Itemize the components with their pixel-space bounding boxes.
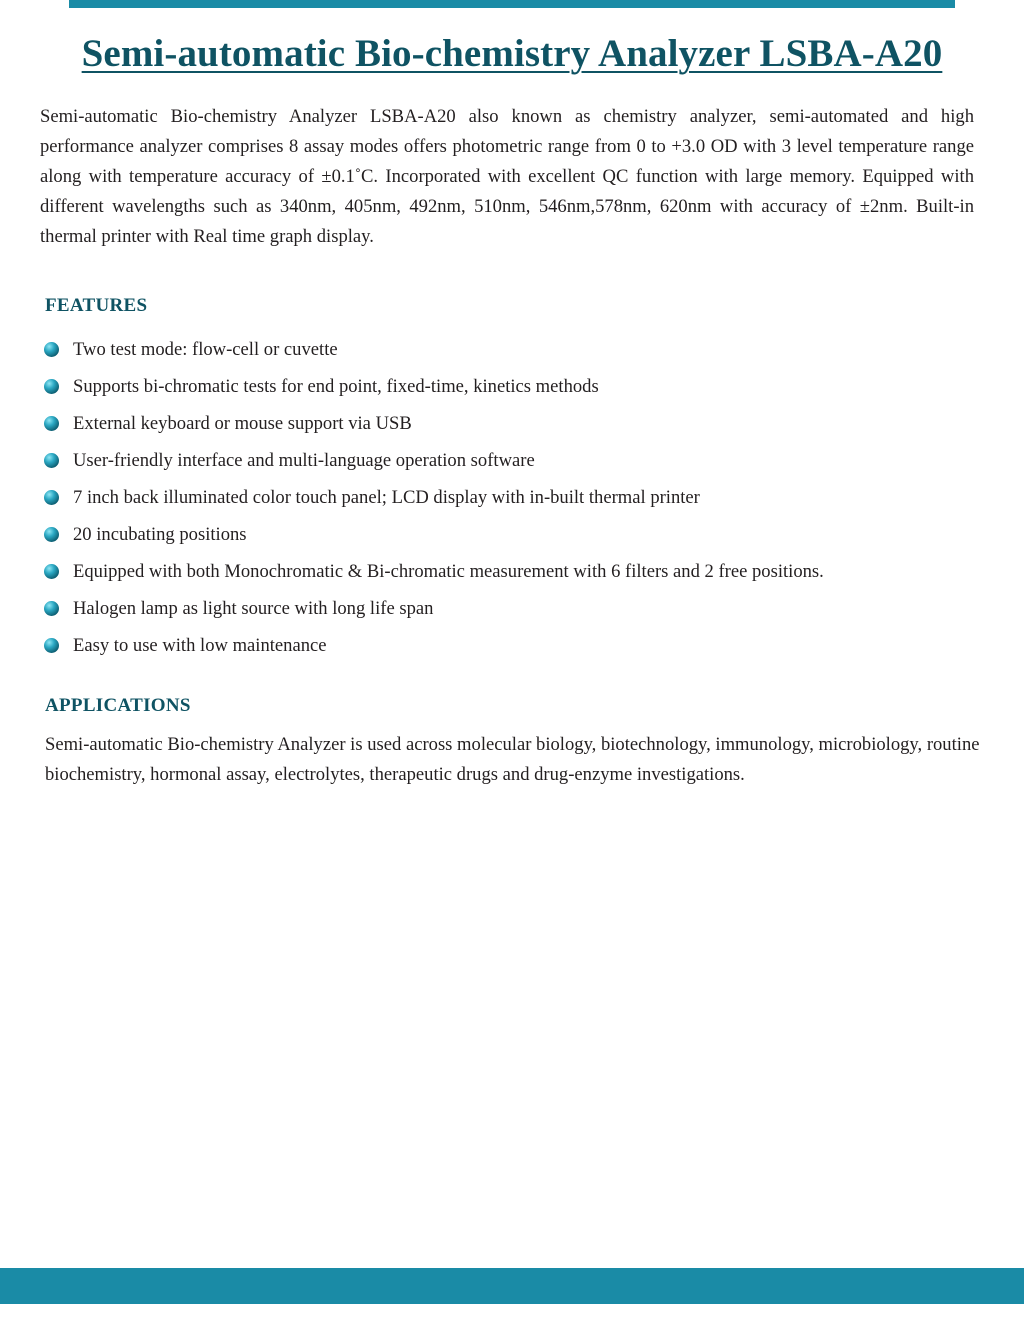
- feature-item: [44, 479, 994, 516]
- intro-paragraph: Semi-automatic Bio-chemistry Analyzer LSBA-A20 also known as chemistry analyzer, semi-automated and high performance analyzer comprises 8 assay modes offers photometric range from 0 to +3.0 OD with 3 level temperature range along with temperature accuracy of ±0.1˚C. Incorporated with excellent QC function with large memory. Equipped with different wavelengths such as 340nm, 405nm, 492nm, 510nm, 546nm,578nm, 620nm with accuracy of ±2nm. Built-in thermal printer with Real time graph display.: [40, 106, 974, 247]
- feature-text: Halogen lamp as light source with long life span: [73, 597, 434, 619]
- feature-item: [44, 368, 994, 405]
- feature-item: [44, 590, 994, 627]
- sphere-bullet-icon: [44, 527, 59, 542]
- sphere-bullet-icon: [44, 453, 59, 468]
- feature-text: Two test mode: flow-cell or cuvette: [73, 338, 338, 360]
- page-title: Semi-automatic Bio-chemistry Analyzer LSBA-A20: [81, 32, 943, 75]
- sphere-bullet-icon: [44, 564, 59, 579]
- sphere-bullet-icon: [44, 379, 59, 394]
- applications-paragraph: Semi-automatic Bio-chemistry Analyzer is used across molecular biology, biotechnology, immunology, microbiology, routine biochemistry, hormonal assay, electrolytes, therapeutic drugs and drug-enzyme investigations.: [45, 734, 980, 785]
- feature-item: [44, 331, 994, 368]
- features-list: [44, 331, 994, 664]
- bottom-accent-bar: [0, 1268, 1024, 1304]
- feature-item: [44, 442, 994, 479]
- sphere-bullet-icon: [44, 638, 59, 653]
- sphere-bullet-icon: [44, 490, 59, 505]
- sphere-bullet-icon: [44, 342, 59, 357]
- sphere-bullet-icon: [44, 416, 59, 431]
- feature-text: Equipped with both Monochromatic & Bi-chromatic measurement with 6 filters and 2 free positions.: [73, 560, 824, 582]
- features-heading: FEATURES: [45, 295, 148, 316]
- feature-text: User-friendly interface and multi-language operation software: [73, 449, 535, 471]
- feature-text: Supports bi-chromatic tests for end point, fixed-time, kinetics methods: [73, 375, 599, 397]
- feature-item: [44, 405, 994, 442]
- sphere-bullet-icon: [44, 601, 59, 616]
- feature-text: Easy to use with low maintenance: [73, 634, 327, 656]
- feature-item: [44, 516, 994, 553]
- applications-heading: APPLICATIONS: [45, 695, 191, 716]
- feature-text: 20 incubating positions: [73, 523, 247, 545]
- top-accent-bar: [69, 0, 955, 8]
- feature-item: [44, 553, 994, 590]
- feature-text: 7 inch back illuminated color touch panel; LCD display with in-built thermal printer: [73, 486, 700, 508]
- feature-text: External keyboard or mouse support via USB: [73, 412, 412, 434]
- feature-item: [44, 627, 994, 664]
